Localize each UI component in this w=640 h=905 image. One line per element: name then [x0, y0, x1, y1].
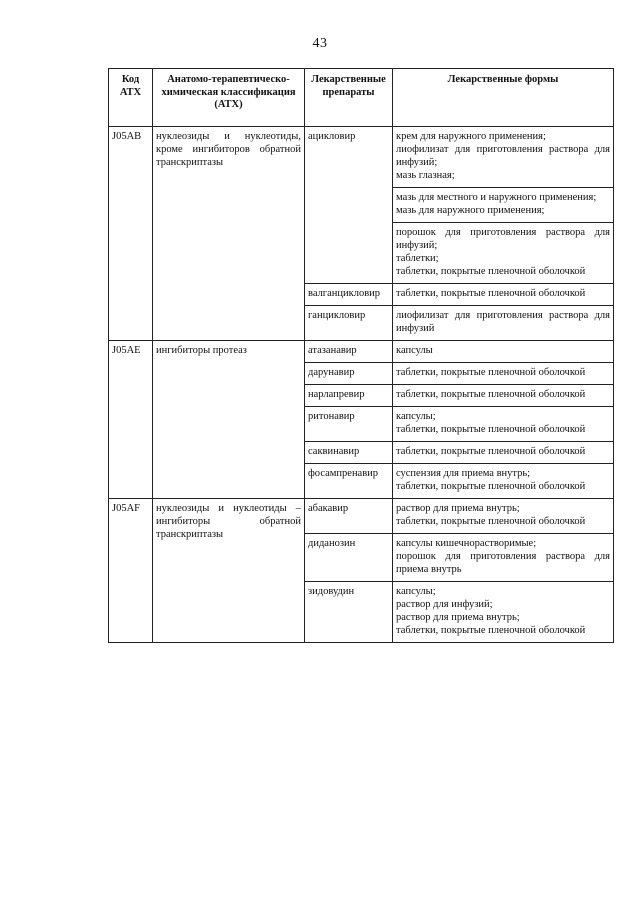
header-classification: Анатомо-терапевтическо-химическая классификация (АТХ): [153, 69, 305, 127]
dosage-forms: [393, 362, 614, 384]
drug-name: ганцикловир: [305, 305, 393, 340]
dosage-form-line: порошок для приготовления раствора для приема внутрь: [396, 550, 610, 575]
dosage-forms: [393, 384, 614, 406]
drug-name: саквинавир: [305, 441, 393, 463]
dosage-form-line: лиофилизат для приготовления раствора для инфузий;: [396, 143, 610, 168]
dosage-forms: [393, 406, 614, 441]
drug-name: атазанавир: [305, 340, 393, 362]
header-code: Код АТХ: [109, 69, 153, 127]
dosage-form-line: лиофилизат для приготовления раствора для инфузий: [396, 309, 610, 334]
drug-name: ацикловир: [305, 126, 393, 283]
header-drugs: Лекарственные препараты: [305, 69, 393, 127]
dosage-forms: [393, 498, 614, 533]
dosage-form-line: капсулы кишечнорастворимые;: [396, 537, 537, 549]
dosage-form-line: таблетки, покрытые пленочной оболочкой: [396, 624, 586, 636]
page-number: 43: [312, 36, 328, 51]
dosage-form-line: мазь глазная;: [396, 169, 455, 181]
drug-name: валганцикловир: [305, 283, 393, 305]
atx-classification: нуклеозиды и нуклеотиды – ингибиторы обратной транскриптазы: [153, 498, 305, 642]
table-row: [109, 340, 614, 362]
drug-name: абакавир: [305, 498, 393, 533]
atx-code: J05AE: [109, 340, 153, 498]
dosage-form-line: раствор для приема внутрь;: [396, 611, 520, 623]
dosage-forms: [393, 305, 614, 340]
dosage-form-line: крем для наружного применения;: [396, 130, 546, 142]
dosage-forms: [393, 187, 614, 222]
dosage-forms: [393, 340, 614, 362]
drug-name: диданозин: [305, 533, 393, 581]
dosage-form-line: таблетки, покрытые пленочной оболочкой: [396, 423, 586, 435]
dosage-form-line: таблетки, покрытые пленочной оболочкой: [396, 515, 586, 527]
atx-code: J05AB: [109, 126, 153, 340]
drug-name: ритонавир: [305, 406, 393, 441]
drug-name: фосампренавир: [305, 463, 393, 498]
dosage-form-line: таблетки, покрытые пленочной оболочкой: [396, 366, 586, 378]
dosage-forms: [393, 581, 614, 642]
atx-table: [108, 68, 614, 643]
dosage-form-line: капсулы;: [396, 585, 436, 597]
dosage-form-line: таблетки, покрытые пленочной оболочкой: [396, 287, 586, 299]
dosage-form-line: порошок для приготовления раствора для инфузий;: [396, 226, 610, 251]
dosage-forms: [393, 533, 614, 581]
dosage-forms: [393, 441, 614, 463]
atx-classification: ингибиторы протеаз: [153, 340, 305, 498]
dosage-forms: [393, 463, 614, 498]
dosage-form-line: суспензия для приема внутрь;: [396, 467, 531, 479]
dosage-forms: [393, 126, 614, 187]
dosage-forms: [393, 222, 614, 283]
dosage-forms: [393, 283, 614, 305]
dosage-form-line: таблетки;: [396, 252, 439, 264]
dosage-form-line: капсулы: [396, 344, 433, 356]
table-row: [109, 126, 614, 187]
dosage-form-line: таблетки, покрытые пленочной оболочкой: [396, 445, 586, 457]
dosage-form-line: мазь для наружного применения;: [396, 204, 545, 216]
drug-name: дарунавир: [305, 362, 393, 384]
table-body: [109, 126, 614, 642]
atx-code: J05AF: [109, 498, 153, 642]
dosage-form-line: мазь для местного и наружного применения;: [396, 191, 597, 203]
drug-name: зидовудин: [305, 581, 393, 642]
dosage-form-line: таблетки, покрытые пленочной оболочкой: [396, 265, 586, 277]
dosage-form-line: раствор для инфузий;: [396, 598, 493, 610]
dosage-form-line: капсулы;: [396, 410, 436, 422]
table-row: [109, 498, 614, 533]
dosage-form-line: таблетки, покрытые пленочной оболочкой: [396, 388, 586, 400]
atx-classification: нуклеозиды и нуклеотиды, кроме ингибиторов обратной транскриптазы: [153, 126, 305, 340]
header-forms: Лекарственные формы: [393, 69, 614, 127]
drug-name: нарлапревир: [305, 384, 393, 406]
dosage-form-line: таблетки, покрытые пленочной оболочкой: [396, 480, 586, 492]
dosage-form-line: раствор для приема внутрь;: [396, 502, 520, 514]
table-header-row: [109, 69, 614, 127]
